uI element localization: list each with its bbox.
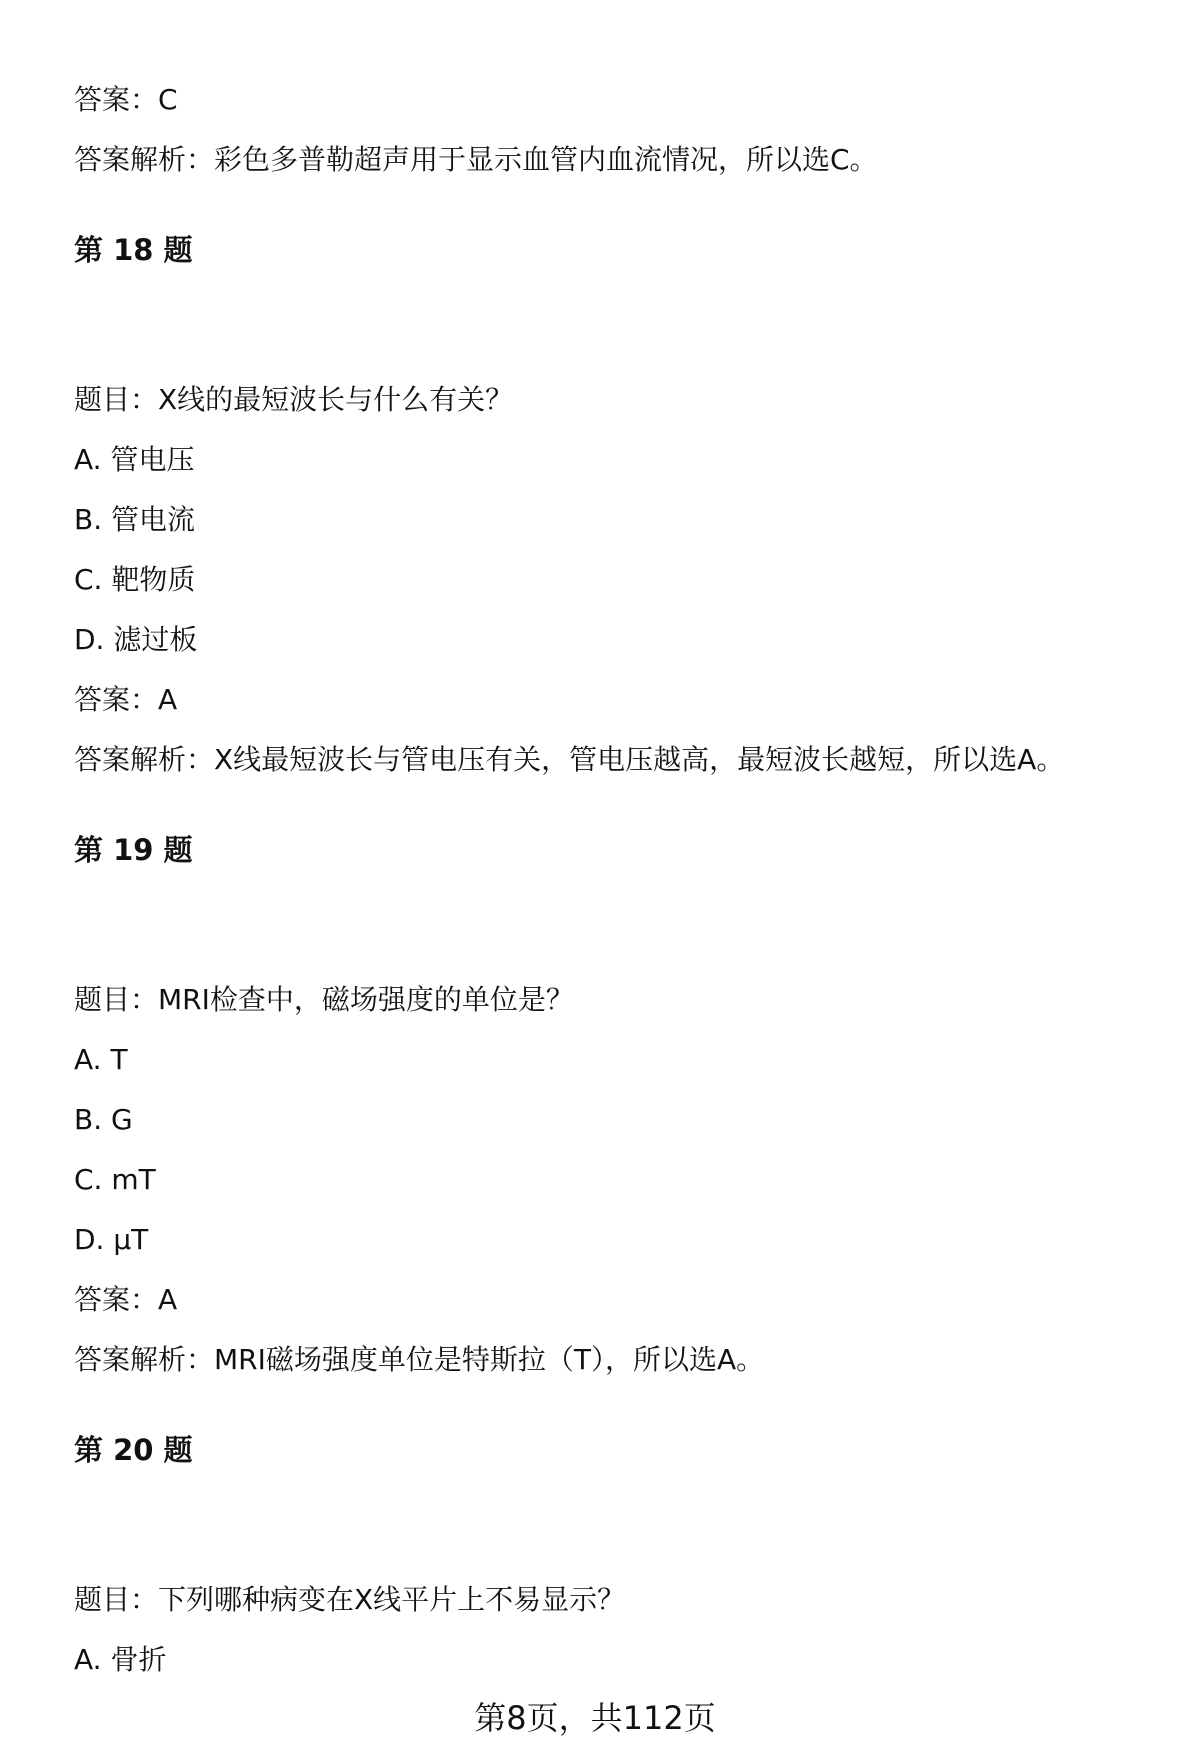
question-stem: 题目：下列哪种病变在X线平片上不易显示？	[74, 1583, 626, 1616]
option-d: D. μT	[74, 1223, 149, 1256]
analysis-line: 答案解析：X线最短波长与管电压有关，管电压越高，最短波长越短，所以选A。	[74, 743, 1065, 776]
answer-line: 答案：C	[74, 83, 178, 116]
question-heading: 第 19 题	[74, 833, 193, 867]
question-heading: 第 18 题	[74, 233, 193, 267]
analysis-line: 答案解析：MRI磁场强度单位是特斯拉（T），所以选A。	[74, 1343, 765, 1376]
answer-line: 答案：A	[74, 1283, 178, 1316]
option-d: D. 滤过板	[74, 623, 198, 656]
option-c: C. mT	[74, 1163, 156, 1196]
page-number: 第8页，共112页	[474, 1699, 716, 1737]
answer-line: 答案：A	[74, 683, 178, 716]
option-a: A. 管电压	[74, 443, 195, 476]
option-c: C. 靶物质	[74, 563, 196, 596]
option-a: A. 骨折	[74, 1643, 167, 1676]
option-b: B. 管电流	[74, 503, 196, 536]
question-stem: 题目：X线的最短波长与什么有关？	[74, 383, 514, 416]
question-heading: 第 20 题	[74, 1433, 193, 1467]
analysis-line: 答案解析：彩色多普勒超声用于显示血管内血流情况，所以选C。	[74, 143, 878, 176]
option-b: B. G	[74, 1103, 133, 1136]
option-a: A. T	[74, 1043, 128, 1076]
question-stem: 题目：MRI检查中，磁场强度的单位是？	[74, 983, 574, 1016]
